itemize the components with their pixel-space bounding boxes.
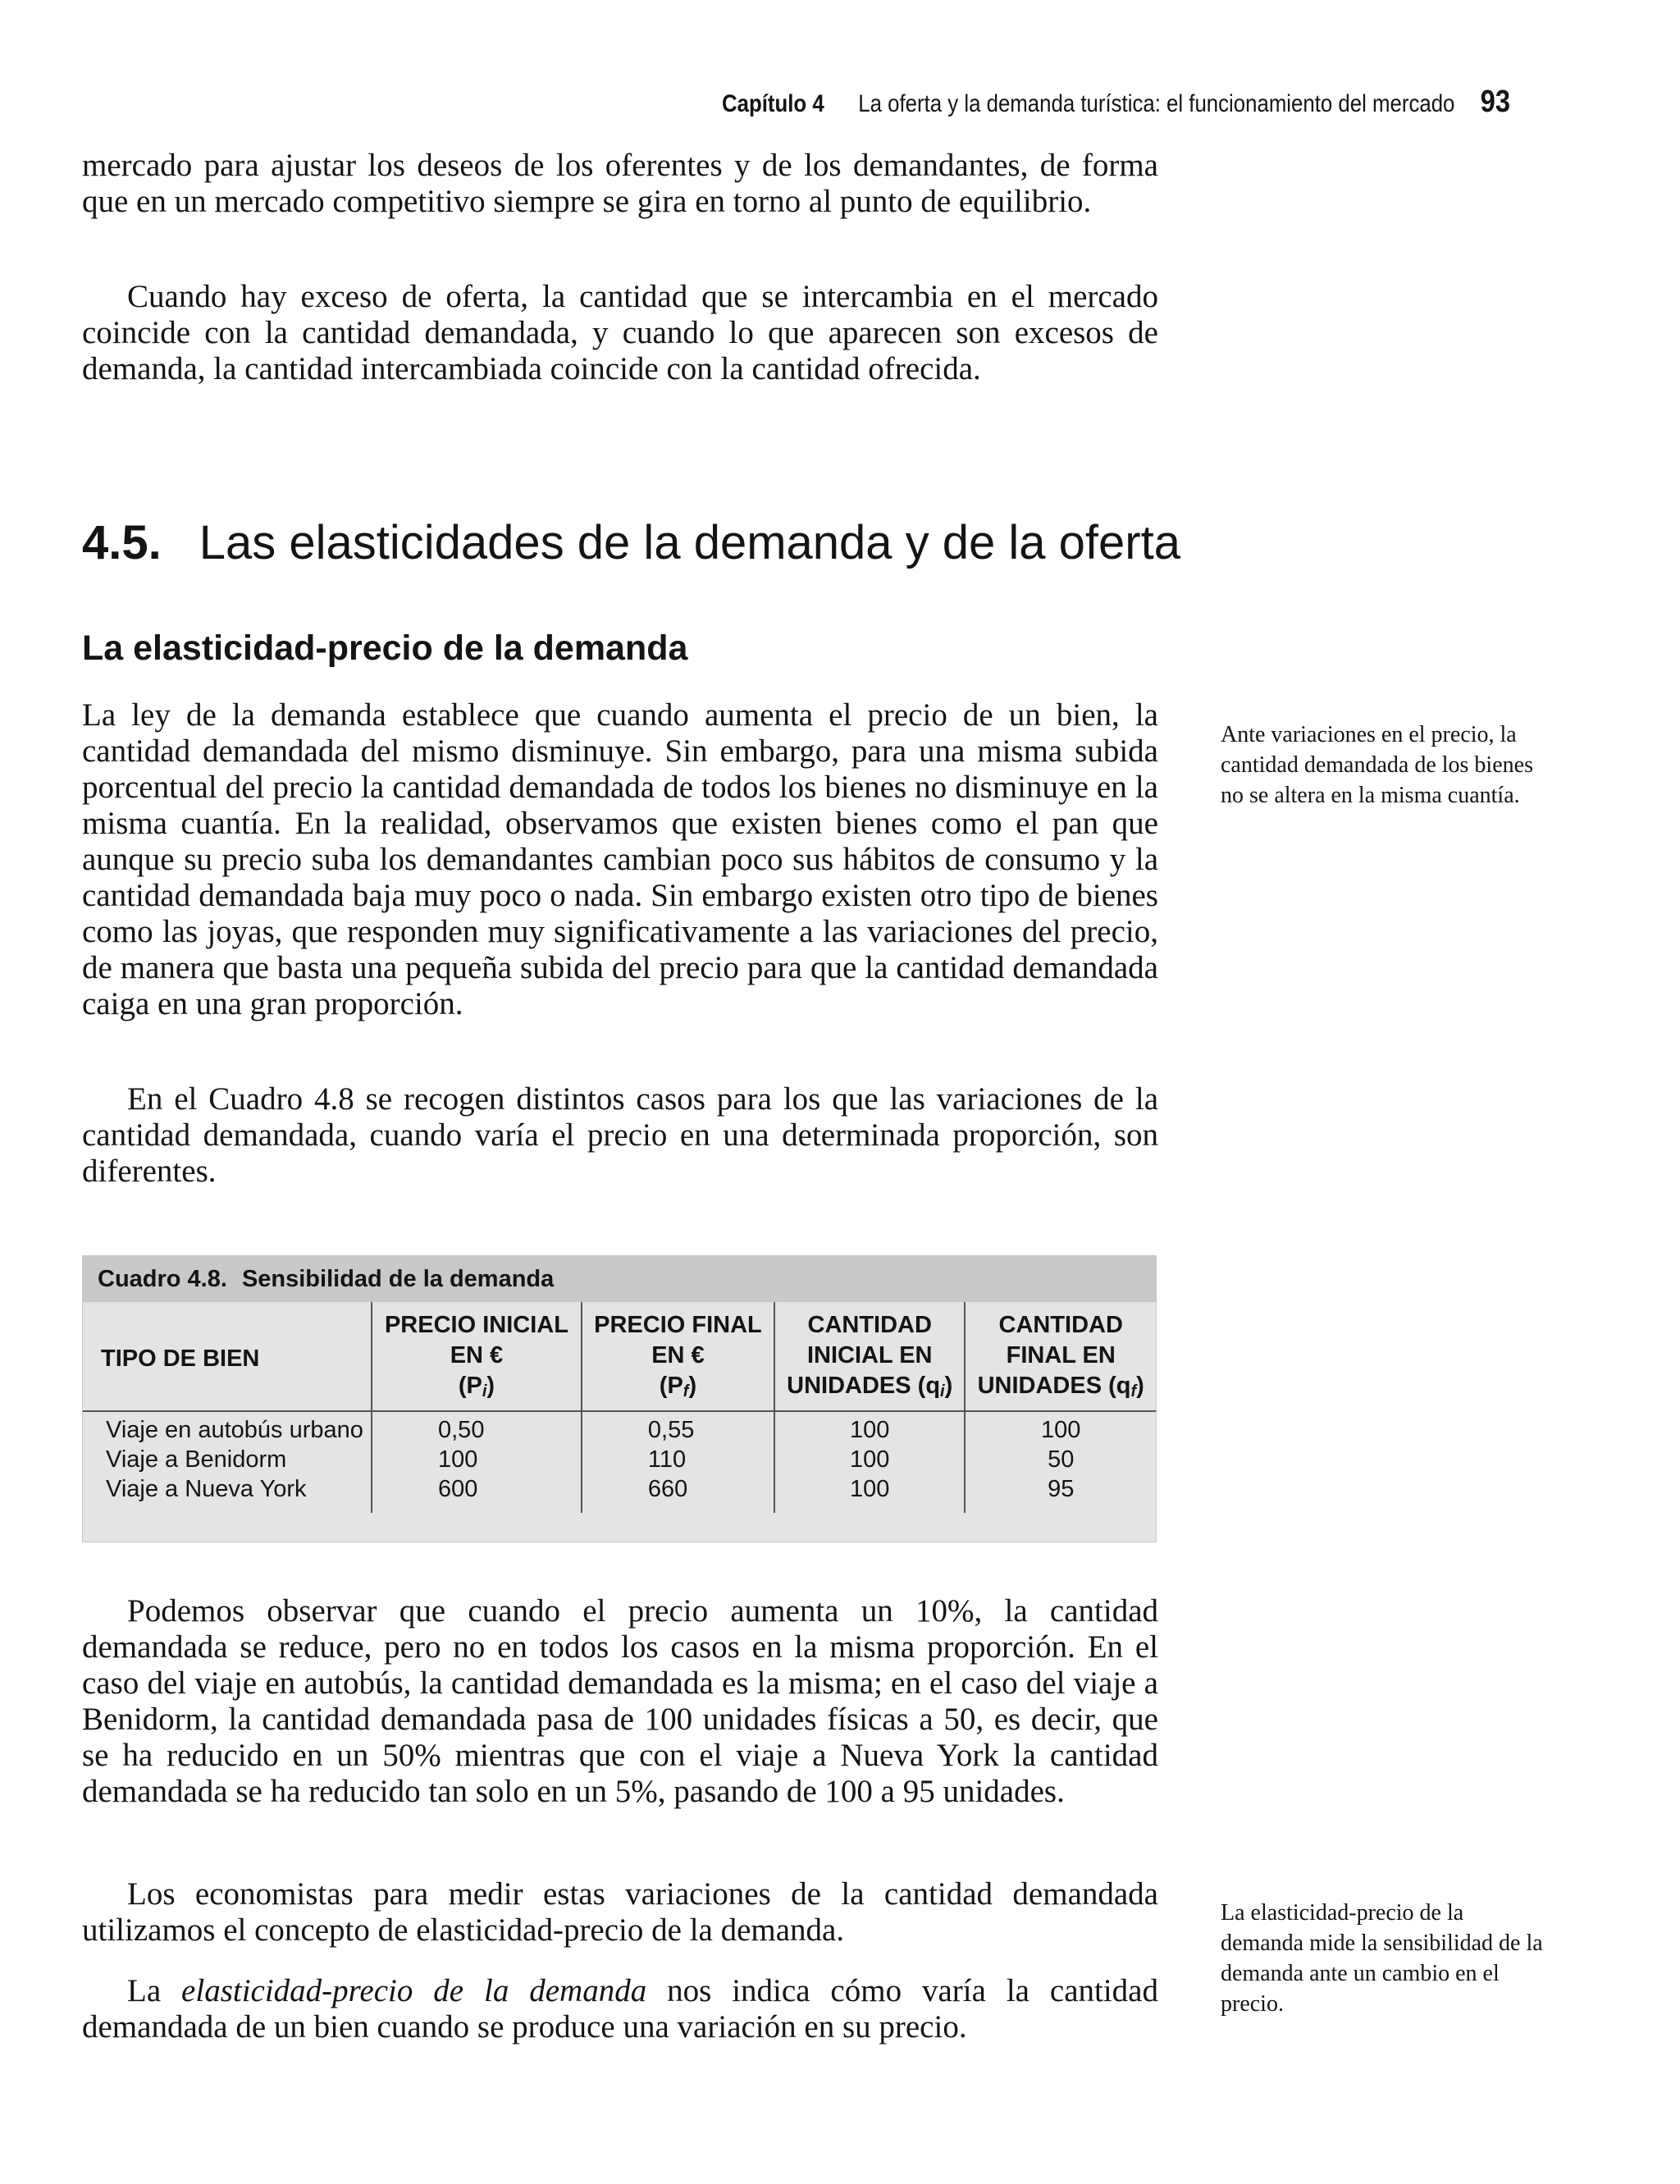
table-cell: 100 [850,1476,890,1502]
margin-note-2: La elasticidad-precio de la demanda mide la sensibilidad de la demanda ante un cambio en el precio. [1221,1900,1543,2017]
paragraph-6: Los economistas para medir estas variaciones de la cantidad demandada utilizamos el concepto de elasticidad-precio de la demanda. [82,1876,1158,1948]
cell-price-final-column [582,1411,774,1513]
paragraph-3: La ley de la demanda establece que cuando aumenta el precio de un bien, la cantidad demandada del mismo disminuye. Sin embargo, para una misma subida porcentual del precio la cantidad demandada de todos los bienes no disminuye en la misma cuantía. En la realidad, observamos que existen bienes como el pan que aunque su precio suba los demandantes cambian poco sus hábitos de consumo y la cantidad demandada baja muy poco o nada. Sin embargo existen otro tipo de bienes como las joyas, que responden muy significativamente a las variaciones del precio, de manera que basta una pequeña subida del precio para que la cantidad demandada caiga en una gran proporción. [82,697,1158,1021]
cell-qty-final-column [965,1411,1156,1513]
section-number: 4.5. [82,516,162,569]
table-body-row [83,1411,1156,1513]
page-number: 93 [1480,85,1511,119]
header-qty-initial: CANTIDAD INICIAL EN UNIDADES $(q_i)$ [774,1302,965,1411]
subsection-heading: La elasticidad-precio de la demanda [82,628,688,668]
paragraph-7: La elasticidad-precio de la demanda nos indica cómo varía la cantidad demandada de un bien cuando se produce una variación en su precio. [82,1973,1158,2045]
table-caption-title: Sensibilidad de la demanda [241,1266,555,1292]
header-price-initial: PRECIO INICIAL EN € $(P_i)$ [372,1302,582,1411]
table-cell: 95 [1048,1476,1075,1502]
table-cell: 100 [850,1417,890,1443]
chapter-label: Capítulo 4 [722,90,824,117]
header-qty-final: CANTIDAD FINAL EN UNIDADES $(q_f)$ [977,1312,1144,1400]
paragraph-5: Podemos observar que cuando el precio aumenta un 10%, la cantidad demandada se reduce, pero no en todos los casos en la misma proporción. En el caso del viaje en autobús, la cantidad demandada es la misma; en el caso del viaje a Benidorm, la cantidad demandada pasa de 100 unidades físicas a 50, es decir, que se ha reducido en un 50% mientras que con el viaje a Nueva York la cantidad demandada se ha reducido tan solo en un 5%, pasando de 100 a 95 unidades. [82,1593,1158,1809]
paragraph-4: En el Cuadro 4.8 se recogen distintos casos para los que las variaciones de la cantidad demandada, cuando varía el precio en una determinada proporción, son diferentes. [82,1081,1158,1189]
chapter-title: La oferta y la demanda turística: el funcionamiento del mercado [858,90,1455,117]
paragraph-1: mercado para ajustar los deseos de los oferentes y de los demandantes, de forma que en un mercado competitivo siempre se gira en torno al punto de equilibrio. [82,148,1158,219]
table-cell: 100 [1041,1417,1081,1443]
table-cell: 50 [1048,1446,1075,1473]
term-elasticity: elasticidad-precio de la demanda [181,1973,647,2008]
table-caption [83,1256,1156,1302]
table-cell: Viaje en autobús urbano [106,1417,363,1443]
table-cell: 660 [647,1476,688,1502]
cell-price-initial-column [372,1411,582,1513]
table-cell: 600 [438,1476,478,1502]
table-cell: 0,50 [438,1417,485,1443]
section-title: Las elasticidades de la demanda y de la oferta [199,516,1180,569]
table-cell: 0,55 [647,1417,695,1443]
cell-type-column [83,1411,372,1513]
table-cell: 100 [438,1446,478,1473]
header-price-final: PRECIO FINAL EN € $(P_f)$ [582,1302,774,1411]
demand-sensitivity-table [83,1302,1156,1513]
table-caption-label: Cuadro 4.8. [98,1266,227,1292]
running-header [722,85,1511,126]
section-heading [82,515,1230,570]
margin-note-1: Ante variaciones en el precio, la cantidad demandada de los bienes no se altera en la misma cuantía. [1221,722,1533,808]
table-cell: 110 [647,1446,687,1473]
paragraph-2: Cuando hay exceso de oferta, la cantidad que se intercambia en el mercado coincide con la cantidad demandada, y cuando lo que aparecen son excesos de demanda, la cantidad intercambiada coincide con la cantidad ofrecida. [82,279,1158,386]
cell-qty-initial-column [774,1411,965,1513]
table-cuadro-4-8 [82,1255,1157,1542]
table-header-row [83,1302,1156,1411]
table-cell: 100 [850,1446,890,1473]
table-cell: Viaje a Benidorm [106,1446,287,1473]
header-type: TIPO DE BIEN [83,1302,372,1411]
table-cell: Viaje a Nueva York [106,1476,307,1502]
